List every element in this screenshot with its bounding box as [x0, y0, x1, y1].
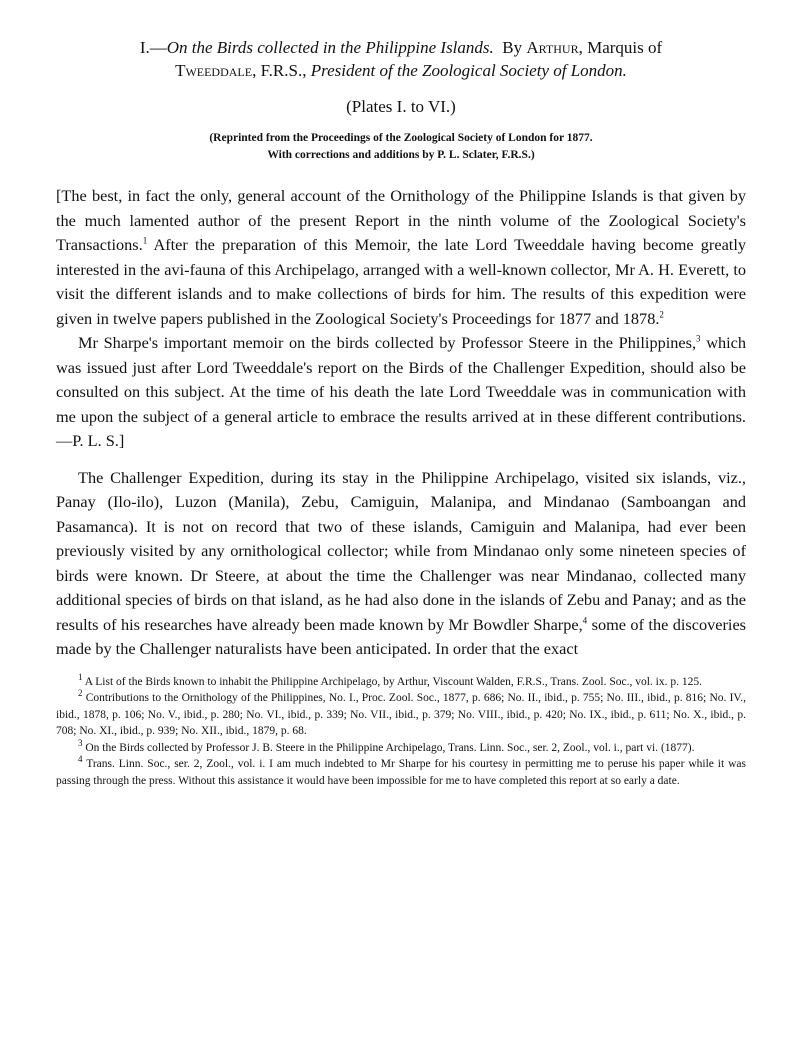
document-page — [56, 36, 746, 790]
footnote-4 — [56, 756, 746, 789]
intro-p2-text-a: Mr Sharpe's important memoir on the birds collected by Professor Steere in the Philippines, — [78, 333, 697, 352]
footnote-4-text: Trans. Linn. Soc., ser. 2, Zool., vol. i. I am much indebted to Mr Sharpe for his courtesy in permitting me to peruse his paper while it was passing through the press. Without this assistance it would have been impossible for me to have completed this report at so early a date. — [56, 758, 746, 788]
footnote-3-text: On the Birds collected by Professor J. B. Steere in the Philippine Archipelago, Trans. Linn. Soc., ser. 2, Zool., vol. i., part vi. (1877). — [82, 741, 695, 754]
footnote-1-mark: 1 — [78, 671, 83, 682]
reprint-line-1: (Reprinted from the Proceedings of the Zoological Society of London for 1877. — [209, 132, 593, 144]
plates-note: (Plates I. to VI.) — [346, 97, 456, 116]
intro-p1-text-b: After the preparation of this Memoir, the late Lord Tweeddale having become greatly interested in the avi-fauna of this Archipelago, arranged with a well-known collector, Mr A. H. Everett, to visit the different islands and to make collections of birds for him. The results of this expedition were given in twelve papers published in the Zoological Society's Proceedings for 1877 and 1878. — [56, 235, 746, 328]
reprint-note — [56, 130, 746, 164]
intro-p1-text-a: [The best, in fact the only, general account of the Ornithology of the Philippine Islands is that given by the much lamented author of the present Report in the ninth volume of the Zoological Society's Transactions. — [56, 186, 746, 254]
footnote-3-mark: 3 — [78, 738, 83, 749]
footnote-ref-1: 1 — [142, 235, 148, 246]
footnote-2 — [56, 690, 746, 740]
article-subject: On the Birds collected in the Philippine Islands. — [166, 38, 494, 57]
footnote-ref-4: 4 — [582, 615, 588, 626]
reprint-line-2: With corrections and additions by P. L. Sclater, F.R.S.) — [267, 149, 535, 161]
footnote-1 — [56, 671, 746, 691]
by-label: By — [502, 38, 523, 57]
body-p1-text-a: The Challenger Expedition, during its stay in the Philippine Archipelago, visited six islands, viz., Panay (Ilo-ilo), Luzon (Manila), Zebu, Camiguin, Malanipa, and Mindanao (Samboangan and Pasamanca). It is not on record that two of these islands, Camiguin and Malanipa, had ever been previously visited by any ornithological collector; while from Mindanao only some nineteen species of birds were known. Dr Steere, at about the time the Challenger was near Mindanao, collected many additional species of birds on that island, as he had also done in the islands of Zebu and Panay; and as the results of his researches have already been made known by Mr Bowdler Sharpe, — [56, 467, 746, 634]
author-rest: , Marquis of — [578, 38, 663, 57]
author-position: President of the Zoological Society of London. — [310, 61, 627, 80]
footnote-4-mark: 4 — [78, 754, 83, 765]
article-number: I.— — [139, 38, 167, 57]
editor-introduction — [56, 184, 746, 454]
author-name: Arthur — [526, 38, 579, 57]
body-paragraph-1 — [56, 466, 746, 662]
main-text — [56, 466, 746, 662]
footnotes — [56, 671, 746, 790]
footnote-2-mark: 2 — [78, 688, 83, 699]
intro-paragraph-2 — [56, 331, 746, 454]
footnote-ref-3: 3 — [696, 333, 701, 344]
footnote-1-text: A List of the Birds known to inhabit the Philippine Archipelago, by Arthur, Viscount Walden, F.R.S., Trans. Zool. Soc., vol. ix. p. 125. — [82, 675, 702, 688]
footnote-3 — [56, 740, 746, 757]
footnote-2-text: Contributions to the Ornithology of the Philippines, No. I., Proc. Zool. Soc., 1877, p. 686; No. II., ibid., p. 755; No. III., ibid., p. 816; No. IV., ibid., 1878, p. 106; No. V., ibid., p. 280; No. VI., ibid., p. 339; No. VII., ibid., p. 379; No. VIII., ibid., p. 420; No. IX., ibid., p. 611; No. X., ibid., p. 708; No. XI., ibid., p. 939; No. XII., ibid., 1879, p. 68. — [56, 692, 746, 738]
article-title — [66, 36, 736, 82]
author-title: Tweeddale — [175, 61, 253, 80]
footnote-ref-2: 2 — [659, 309, 664, 320]
intro-p2-text-b: which was issued just after Lord Tweeddale's report on the Birds of the Challenger Expedition, should also be consulted on this subject. At the time of his death the late Lord Tweeddale was in communication with me upon the subject of a general article to embrace the results arrived at in these different contributions.—P. L. S.] — [56, 333, 747, 450]
intro-paragraph-1 — [56, 184, 746, 331]
body-p1-text-b: some of the discoveries made by the Challenger naturalists have been anticipated. In order that the exact — [56, 614, 747, 658]
author-fellowship: , F.R.S., — [252, 61, 311, 80]
